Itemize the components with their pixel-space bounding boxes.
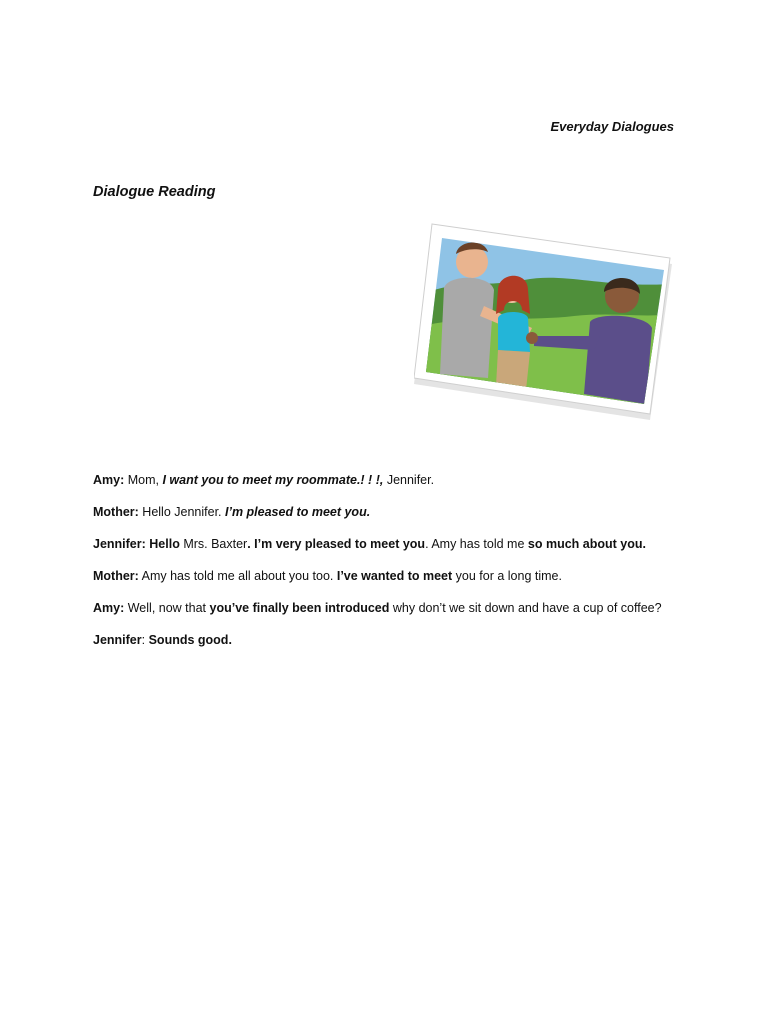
speaker-name: Amy: [93, 473, 125, 487]
speaker-name: Jennifer: [93, 537, 146, 551]
dialogue-text: I want you to meet my roommate.! ! !, [162, 473, 384, 487]
dialogue-text: Amy has told me all about you too. [138, 569, 337, 583]
speaker-name: Jennifer [93, 633, 142, 647]
dialogue-line [93, 568, 683, 585]
dialogue-text: you for a long time. [452, 569, 562, 583]
speaker-name: Mother: [93, 505, 139, 519]
dialogue-text: Hello Jennifer. [138, 505, 225, 519]
dialogue-line [93, 504, 683, 521]
dialogue-line [93, 536, 683, 553]
dialogue-text: Well, now that [124, 601, 210, 615]
dialogue-text: Sounds good. [148, 633, 232, 647]
dialogue-line [93, 632, 683, 649]
dialogue-text: Hello [149, 537, 180, 551]
dialogue-line [93, 472, 683, 489]
dialogue-text: you’ve finally been introduced [209, 601, 390, 615]
dialogue-text: . Amy has told me [425, 537, 528, 551]
dialogue-text: I’ve wanted to meet [336, 569, 453, 583]
dialogue-body [93, 472, 683, 664]
speaker-name: Mother: [93, 569, 139, 583]
page-header-title: Everyday Dialogues [550, 119, 674, 134]
dialogue-text: why don’t we sit down and have a cup of coffee? [389, 601, 662, 615]
introduction-photo-icon [414, 218, 672, 420]
dialogue-text: Mrs. Baxter [179, 537, 248, 551]
dialogue-text: so much about you. [527, 537, 646, 551]
dialogue-text: Mom, [124, 473, 163, 487]
section-heading: Dialogue Reading [93, 184, 216, 200]
dialogue-text: : [141, 633, 149, 647]
dialogue-text: Jennifer. [383, 473, 435, 487]
dialogue-text: I’m pleased to meet you. [225, 505, 371, 519]
speaker-name: Amy: [93, 601, 125, 615]
dialogue-line [93, 600, 683, 617]
dialogue-text: . I’m very pleased to meet you [247, 537, 426, 551]
